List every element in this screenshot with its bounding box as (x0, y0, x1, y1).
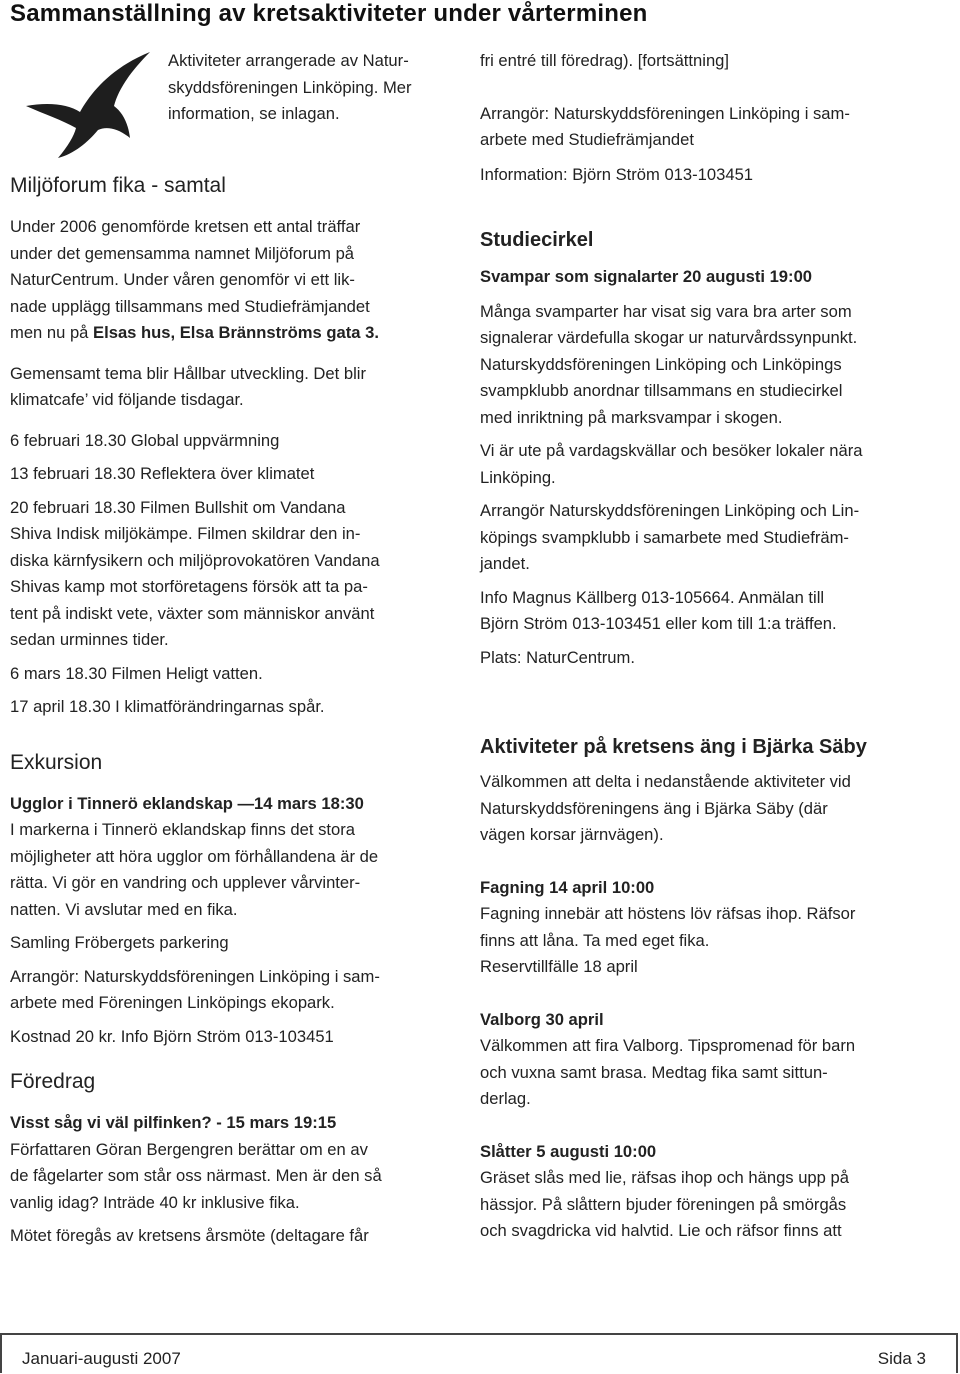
studiecirkel-heading: Studiecirkel (480, 229, 594, 251)
text-line: och vuxna samt brasa. Medtag fika samt sittun- (480, 1062, 828, 1082)
date-item: 13 februari 18.30 Reflektera över klimatet (10, 464, 315, 483)
slatter-title: Slåtter 5 augusti 10:00 (480, 1141, 657, 1161)
intro-note (168, 48, 468, 128)
text-line: nade upplägg tillsammans med Studiefrämjandet (10, 296, 370, 316)
date-item: 6 februari 18.30 Global uppvärmning (10, 430, 280, 450)
text-line (10, 320, 465, 347)
bjarka-heading: Aktiviteter på kretsens äng i Bjärka Säby (480, 736, 867, 758)
date-item: 6 mars 18.30 Filmen Heligt vatten. (10, 663, 263, 683)
text-line: möjligheter att höra ugglor om förhållandena är de (10, 846, 379, 866)
text-line: finns att låna. Ta med eget fika. (480, 930, 710, 950)
text-line: Reservtillfälle 18 april (480, 957, 638, 976)
footer-date: Januari-augusti 2007 (22, 1349, 181, 1368)
text-line: arbete med Föreningen Linköpings ekopark. (10, 993, 335, 1012)
text-line: svampklubb anordnar tillsammans en studiecirkel (480, 381, 843, 400)
text-line: Gräset slås med lie, räfsas ihop och hängs upp på (480, 1168, 849, 1187)
text-line: köpings svampklubb i samarbete med Studiefräm- (480, 527, 849, 547)
page-number: Sida 3 (877, 1349, 926, 1368)
foredrag-heading: Föredrag (10, 1070, 96, 1093)
intro-line: Aktiviteter arrangerade av Natur- (168, 51, 409, 70)
text-line: vanlig idag? Inträde 40 kr inklusive fika. (10, 1192, 300, 1212)
text-line: Välkommen att fira Valborg. Tipspromenad för barn (480, 1036, 856, 1055)
text-line: Naturskyddsföreningen Linköping och Linköpings (480, 354, 842, 374)
text-line: klimatcafe’ vid följande tisdagar. (10, 390, 244, 409)
text-line: Många svamparter har visat sig vara bra arter som (480, 301, 852, 321)
valborg-title: Valborg 30 april (480, 1009, 604, 1029)
text-line: Under 2006 genomförde kretsen ett antal träffar (10, 217, 361, 236)
text-line: Linköping. (480, 467, 556, 487)
date-item: 17 april 18.30 I klimatförändringarnas spår. (10, 697, 325, 716)
text-line: Samling Fröbergets parkering (10, 933, 229, 952)
text-line: Björn Ström 013-103451 eller kom till 1:a träffen. (480, 614, 837, 633)
text-span: men nu på (10, 323, 94, 342)
text-line: rätta. Vi gör en vandring och upplever vårvinter- (10, 873, 361, 892)
text-line: derlag. (480, 1089, 531, 1108)
text-line: Info Magnus Källberg 013-105664. Anmälan till (480, 587, 825, 607)
exkursion-subheading: Ugglor i Tinnerö eklandskap —14 mars 18:30 (10, 793, 364, 813)
page-title: Sammanställning av kretsaktiviteter under vårterminen (10, 0, 648, 27)
text-line: tent på indiskt vete, växter som människor använt (10, 603, 375, 623)
text-line: natten. Vi avslutar med en fika. (10, 899, 238, 919)
text-line: Plats: NaturCentrum. (480, 647, 635, 667)
text-line: Gemensamt tema blir Hållbar utveckling. Det blir (10, 363, 366, 383)
text-line: under det gemensamma namnet Miljöforum på (10, 243, 355, 263)
address: Elsas hus, Elsa Brännströms gata 3. (93, 323, 379, 342)
intro-line: skyddsföreningen Linköping. Mer (168, 77, 412, 97)
text-line: Författaren Göran Bergengren berättar om en av (10, 1139, 368, 1159)
text-line: Arrangör: Naturskyddsföreningen Linköping i sam- (10, 966, 380, 986)
page-footer (0, 1333, 958, 1373)
text-line: Mötet föregås av kretsens årsmöte (deltagare får (10, 1226, 369, 1245)
text-line: Arrangör Naturskyddsföreningen Linköping och Lin- (480, 501, 860, 520)
text-line: NaturCentrum. Under våren genomför vi ett lik- (10, 270, 355, 289)
text-line: I markerna i Tinnerö eklandskap finns det stora (10, 820, 355, 839)
foredrag-subheading: Visst såg vi väl pilfinken? - 15 mars 19:15 (10, 1113, 337, 1132)
date-item: 20 februari 18.30 Filmen Bullshit om Vandana (10, 497, 346, 517)
fagning-title: Fagning 14 april 10:00 (480, 877, 655, 897)
text-line: Shiva Indisk miljökämpe. Filmen skildrar den in- (10, 524, 361, 543)
text-line: signalerar värdefulla skogar ur naturvårdssynpunkt. (480, 328, 858, 347)
text-line: jandet. (480, 554, 530, 573)
text-line: med inriktning på marksvampar i skogen. (480, 407, 783, 427)
text-line: Vi är ute på vardagskvällar och besöker lokaler nära (480, 441, 863, 460)
text-line: Arrangör: Naturskyddsföreningen Linköping i sam- (480, 103, 850, 123)
miljoforum-heading: Miljöforum fika - samtal (10, 174, 226, 197)
text-line: Naturskyddsföreningens äng i Bjärka Säby (där (480, 798, 828, 818)
text-line: Fagning innebär att höstens löv räfsas ihop. Räfsor (480, 904, 856, 923)
text-line: Information: Björn Ström 013-103451 (480, 164, 754, 184)
text-line: Välkommen att delta i nedanstående aktiviteter vid (480, 772, 851, 791)
intro-line: information, se inlagan. (168, 104, 340, 123)
text-line: fri entré till föredrag). [fortsättning] (480, 51, 730, 70)
text-line: arbete med Studiefrämjandet (480, 130, 695, 149)
text-line: och svagdricka vid halvtid. Lie och räfsor finns att (480, 1221, 842, 1240)
text-line: diska kärnfysikern och miljöprovokatören Vandana (10, 550, 380, 570)
text-line: Kostnad 20 kr. Info Björn Ström 013-103451 (10, 1026, 334, 1046)
text-line: Shivas kamp mot storföretagens försök att ta pa- (10, 577, 368, 596)
text-line: de fågelarter som står oss närmast. Men är den så (10, 1166, 382, 1185)
text-line: hässjor. På slåttern bjuder föreningen på smörgås (480, 1194, 847, 1214)
exkursion-heading: Exkursion (10, 750, 103, 774)
left-column (10, 172, 465, 1250)
text-line: sedan urminnes tider. (10, 630, 169, 649)
text-line: vägen korsar järnvägen). (480, 825, 664, 844)
studiecirkel-subheading: Svampar som signalarter 20 augusti 19:00 (480, 267, 813, 286)
right-column (480, 48, 948, 1245)
bird-logo-icon (18, 46, 158, 161)
